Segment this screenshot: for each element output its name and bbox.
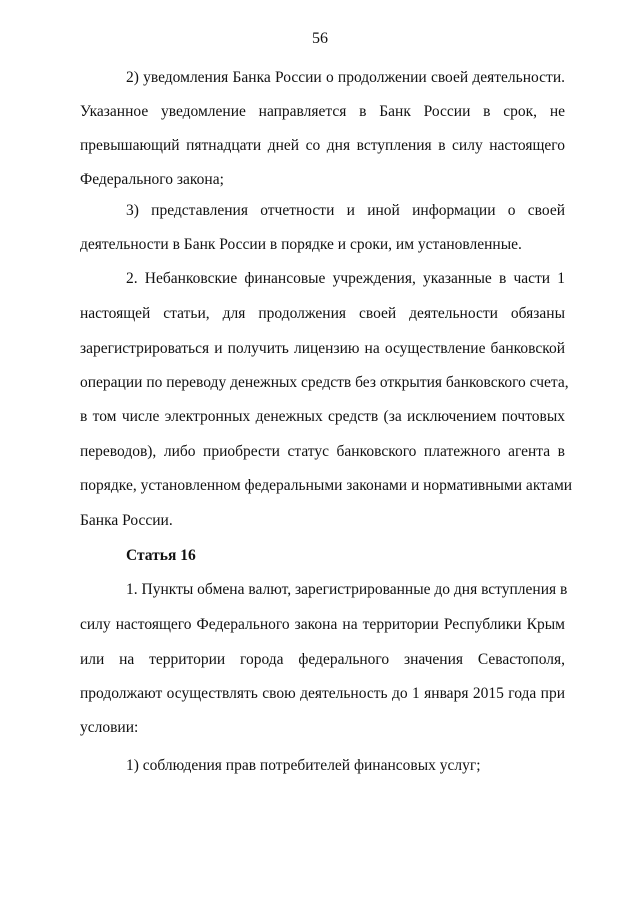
text-line: 1. Пункты обмена валют, зарегистрированные до дня вступления в bbox=[126, 581, 568, 598]
text-line: Банка России. bbox=[80, 512, 173, 529]
page-number: 56 bbox=[312, 30, 328, 47]
text-line: операции по переводу денежных средств без открытия банковского счета, bbox=[80, 374, 569, 391]
text-line: или на территории города федерального значения Севастополя, bbox=[80, 651, 565, 668]
text-line: переводов), либо приобрести статус банковского платежного агента в bbox=[80, 443, 565, 460]
text-line: порядке, установленном федеральными законами и нормативными актами bbox=[80, 477, 573, 494]
text-line: зарегистрироваться и получить лицензию на осуществление банковской bbox=[80, 340, 565, 357]
text-line: настоящей статьи, для продолжения своей деятельности обязаны bbox=[80, 305, 565, 322]
text-line: деятельности в Банк России в порядке и сроки, им установленные. bbox=[80, 236, 522, 253]
text-line: силу настоящего Федерального закона на территории Республики Крым bbox=[80, 616, 565, 633]
text-line: 2. Небанковские финансовые учреждения, указанные в части 1 bbox=[126, 270, 565, 287]
text-line: условии: bbox=[80, 719, 139, 736]
text-line: 1) соблюдения прав потребителей финансовых услуг; bbox=[126, 757, 481, 774]
text-line: превышающий пятнадцати дней со дня вступления в силу настоящего bbox=[80, 137, 565, 154]
text-line: 3) представления отчетности и иной информации о своей bbox=[126, 202, 565, 219]
text-line: Федерального закона; bbox=[80, 171, 224, 188]
article-heading: Статья 16 bbox=[126, 547, 196, 564]
text-line: 2) уведомления Банка России о продолжении своей деятельности. bbox=[126, 69, 565, 86]
text-line: продолжают осуществлять свою деятельность до 1 января 2015 года при bbox=[80, 685, 565, 702]
text-line: в том числе электронных денежных средств (за исключением почтовых bbox=[80, 408, 565, 425]
text-line: Указанное уведомление направляется в Банк России в срок, не bbox=[80, 103, 565, 120]
